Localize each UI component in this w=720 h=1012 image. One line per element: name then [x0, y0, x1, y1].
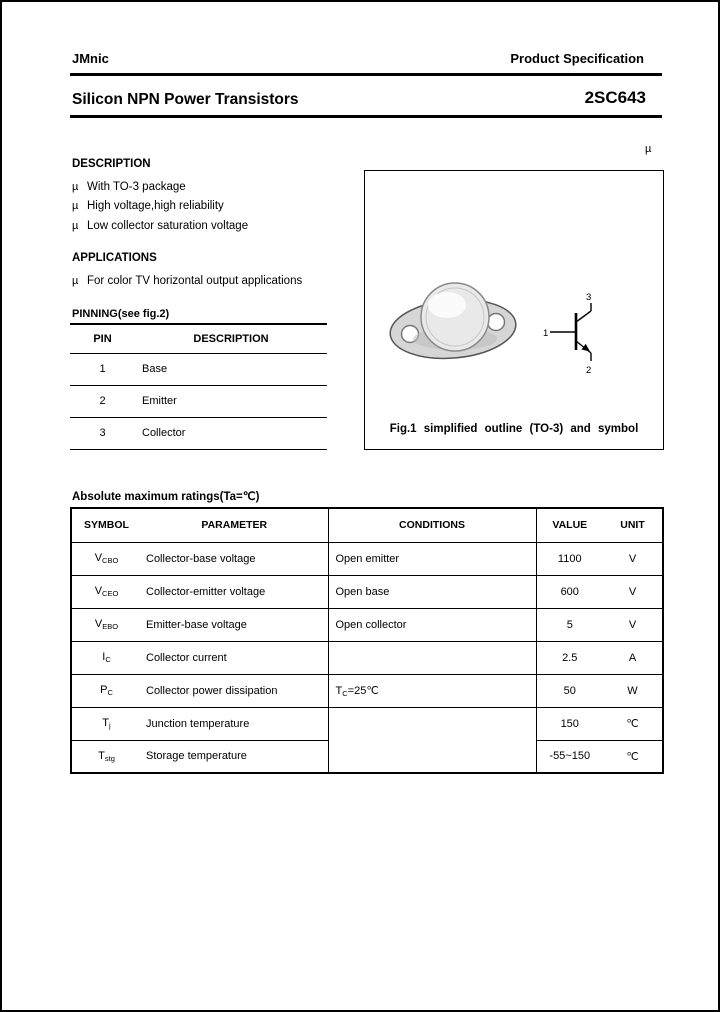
- ratings-row: [71, 674, 663, 707]
- conditions-cell: Open base: [328, 575, 536, 608]
- figure-caption: Fig.1 simplified outline (TO-3) and symbol: [389, 423, 639, 435]
- unit-cell: V: [603, 608, 663, 641]
- ratings-table: [70, 507, 664, 774]
- emitter-arrow-icon: [582, 344, 591, 352]
- pin-description: Emitter: [135, 385, 327, 417]
- conditions-column-header: CONDITIONS: [328, 508, 536, 542]
- transistor-symbol: [550, 303, 591, 361]
- header-rule: [70, 73, 662, 76]
- conditions-cell: Open collector: [328, 608, 536, 641]
- pinning-heading: PINNING(see fig.2): [72, 308, 170, 320]
- conditions-cell: [328, 641, 536, 674]
- ratings-row: [71, 542, 663, 575]
- conditions-cell-merged: [328, 707, 536, 773]
- value-cell: 600: [536, 575, 603, 608]
- ratings-row: [71, 641, 663, 674]
- symbol-cell: $V_{CEO}$: [71, 575, 141, 608]
- unit-cell: V: [603, 542, 663, 575]
- description-column-header: DESCRIPTION: [135, 324, 327, 353]
- figure-drawing: [365, 171, 662, 403]
- spec-label: Product Specification: [510, 51, 644, 66]
- pinning-row: [70, 353, 327, 385]
- description-list: [72, 177, 248, 236]
- symbol-cell: $T_{stg}$: [71, 740, 141, 773]
- unit-cell: V: [603, 575, 663, 608]
- title-rule: [70, 115, 662, 118]
- list-item: [72, 271, 302, 291]
- bullet-icon: µ: [72, 274, 79, 287]
- value-cell: 2.5: [536, 641, 603, 674]
- parameter-cell: Collector-base voltage: [141, 542, 328, 575]
- pin-description: Base: [135, 353, 327, 385]
- list-item: [72, 177, 248, 197]
- to3-can: [421, 283, 489, 351]
- value-cell: -55~150: [536, 740, 603, 773]
- list-item: [72, 197, 248, 217]
- pin-number: 1: [70, 353, 135, 385]
- description-item-text: High voltage,high reliability: [87, 200, 224, 213]
- pinning-header-row: [70, 324, 327, 353]
- pin-label-3: 3: [586, 292, 592, 303]
- ratings-heading: Absolute maximum ratings(Ta=℃): [72, 491, 260, 503]
- unit-cell: ℃: [603, 707, 663, 740]
- parameter-cell: Collector power dissipation: [141, 674, 328, 707]
- page-title: Silicon NPN Power Transistors: [72, 91, 299, 108]
- symbol-collector-lead: [576, 311, 591, 322]
- pin-number: 3: [70, 417, 135, 449]
- pin-column-header: PIN: [70, 324, 135, 353]
- applications-heading: APPLICATIONS: [72, 252, 157, 264]
- applications-item-text: For color TV horizontal output applications: [87, 274, 303, 287]
- unit-cell: ℃: [603, 740, 663, 773]
- conditions-cell: Open emitter: [328, 542, 536, 575]
- parameter-cell: Junction temperature: [141, 707, 328, 740]
- unit-column-header: UNIT: [603, 508, 663, 542]
- pinning-row: [70, 417, 327, 449]
- value-cell: 50: [536, 674, 603, 707]
- parameter-cell: Emitter-base voltage: [141, 608, 328, 641]
- to3-package-drawing: [388, 283, 519, 363]
- pin-label-1: 1: [543, 328, 549, 339]
- pin-description: Collector: [135, 417, 327, 449]
- applications-list: [72, 271, 302, 291]
- part-number: 2SC643: [584, 88, 646, 107]
- symbol-cell: $T_j$: [71, 707, 141, 740]
- description-item-text: Low collector saturation voltage: [87, 219, 249, 232]
- bullet-icon: µ: [72, 180, 79, 193]
- bullet-icon: µ: [72, 219, 79, 232]
- parameter-cell: Collector-emitter voltage: [141, 575, 328, 608]
- unit-cell: W: [603, 674, 663, 707]
- value-column-header: VALUE: [536, 508, 603, 542]
- value-cell: 150: [536, 707, 603, 740]
- conditions-cell: $T_C=25℃$: [328, 674, 536, 707]
- pinning-table: [70, 323, 327, 450]
- symbol-cell: $V_{EBO}$: [71, 608, 141, 641]
- stray-glyph: µ: [645, 143, 652, 155]
- vendor-name: JMnic: [72, 51, 109, 66]
- symbol-cell: $I_C$: [71, 641, 141, 674]
- pinning-row: [70, 385, 327, 417]
- description-heading: DESCRIPTION: [72, 158, 151, 170]
- ratings-row: [71, 608, 663, 641]
- symbol-cell: $P_C$: [71, 674, 141, 707]
- ratings-row: [71, 707, 663, 740]
- pin-number: 2: [70, 385, 135, 417]
- value-cell: 1100: [536, 542, 603, 575]
- value-cell: 5: [536, 608, 603, 641]
- description-item-text: With TO-3 package: [87, 180, 186, 193]
- symbol-column-header: SYMBOL: [71, 508, 141, 542]
- pin-label-2: 2: [586, 365, 592, 376]
- mounting-hole-right: [488, 314, 505, 331]
- ratings-row: [71, 575, 663, 608]
- symbol-cell: $V_{CBO}$: [71, 542, 141, 575]
- unit-cell: A: [603, 641, 663, 674]
- parameter-column-header: PARAMETER: [141, 508, 328, 542]
- parameter-cell: Collector current: [141, 641, 328, 674]
- parameter-cell: Storage temperature: [141, 740, 328, 773]
- figure-box: [364, 170, 664, 450]
- can-highlight: [428, 292, 466, 318]
- bullet-icon: µ: [72, 200, 79, 213]
- ratings-header-row: [71, 508, 663, 542]
- list-item: [72, 216, 248, 236]
